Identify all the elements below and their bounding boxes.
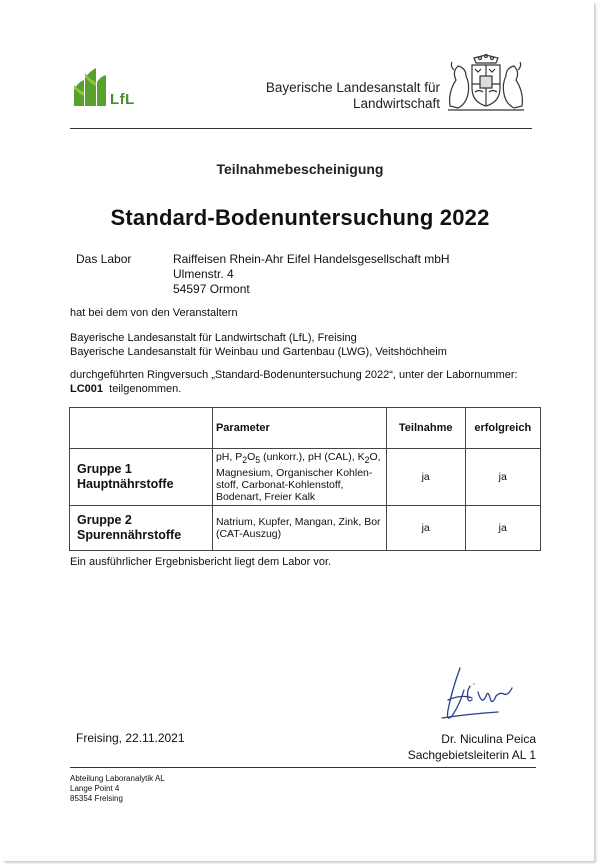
ring-test-text xyxy=(70,369,536,396)
group-number: Gruppe 1 xyxy=(77,462,132,476)
header-cell-parameter: Parameter xyxy=(212,408,386,449)
signer-name: Dr. Niculina Peica xyxy=(441,732,536,746)
lab-address xyxy=(173,252,450,297)
document-title: Standard-Bodenuntersuchung 2022 xyxy=(110,205,490,230)
logo-wordmark: LfL xyxy=(110,91,135,108)
lab-number: LC001 xyxy=(70,382,104,395)
header-cell-group xyxy=(70,408,213,449)
parameter-line: stoff, Carbonat-Kohlenstoff, xyxy=(215,478,344,491)
parameter-line: Magnesium, Organischer Kohlen- xyxy=(215,466,373,479)
parameter-cell xyxy=(212,506,386,551)
table-row xyxy=(70,506,541,551)
footer-street: Lange Point 4 xyxy=(70,784,120,793)
participation-cell: ja xyxy=(386,449,465,506)
footer-address xyxy=(70,774,165,804)
lab-name: Raiffeisen Rhein-Ahr Eifel Handelsgesellschaft mbH xyxy=(173,252,450,266)
successful-cell: ja xyxy=(465,449,540,506)
parameter-line: Bodenart, Freier Kalk xyxy=(215,490,316,503)
institution-line-1: Bayerische Landesanstalt für xyxy=(265,80,440,95)
lab-number-line xyxy=(70,383,536,397)
footer-department: Abteilung Laboranalytik AL xyxy=(70,774,165,783)
header-cell-successful: erfolgreich xyxy=(465,408,540,449)
participation-cell: ja xyxy=(386,506,465,551)
group-name: Hauptnährstoffe xyxy=(77,477,174,491)
parameter-line: pH, $P_2O_5$ (unkorr.), pH (CAL), $K_2O$, xyxy=(215,451,381,466)
place-date: Freising, 22.11.2021 xyxy=(76,731,185,745)
group-number: Gruppe 2 xyxy=(77,513,132,527)
participated-text: teilgenommen. xyxy=(109,382,182,395)
group-cell xyxy=(70,506,213,551)
footer-divider xyxy=(70,767,536,768)
table-header-row xyxy=(70,408,541,449)
results-table xyxy=(69,407,541,551)
institution-name xyxy=(266,80,440,112)
report-note: Ein ausführlicher Ergebnisbericht liegt dem Labor vor. xyxy=(70,556,332,568)
lab-street: Ulmenstr. 4 xyxy=(173,267,234,281)
document-subtitle: Teilnahmebescheinigung xyxy=(216,161,384,177)
group-cell xyxy=(70,449,213,506)
organizer-lfl: Bayerische Landesanstalt für Landwirtschaft (LfL), Freising xyxy=(70,332,357,344)
parameter-line: (CAT-Auszug) xyxy=(215,528,282,540)
bavarian-coat-of-arms-icon xyxy=(444,54,528,112)
header-divider xyxy=(70,128,532,129)
signer-block xyxy=(408,731,536,763)
intro-text: hat bei dem von den Veranstaltern xyxy=(70,307,238,319)
lab-city: 54597 Ormont xyxy=(173,282,250,296)
ring-text-line: durchgeführten Ringversuch „Standard-Bodenuntersuchung 2022“, unter der Labornummer: xyxy=(70,369,518,381)
group-name: Spurennährstoffe xyxy=(77,528,182,542)
organizer-lwg: Bayerische Landesanstalt für Weinbau und Gartenbau (LWG), Veitshöchheim xyxy=(70,345,447,358)
lab-label: Das Labor xyxy=(76,252,132,266)
table-row xyxy=(70,449,541,506)
parameter-line: Natrium, Kupfer, Mangan, Zink, Bor xyxy=(215,516,381,528)
organizers xyxy=(70,332,447,359)
header-cell-participation: Teilnahme xyxy=(386,408,465,449)
signer-role: Sachgebietsleiterin AL 1 xyxy=(407,748,536,762)
parameter-cell xyxy=(212,449,386,506)
institution-line-2: Landwirtschaft xyxy=(352,96,440,111)
footer-city: 85354 Freising xyxy=(70,794,123,803)
successful-cell: ja xyxy=(465,506,540,551)
handwritten-signature xyxy=(438,660,524,726)
